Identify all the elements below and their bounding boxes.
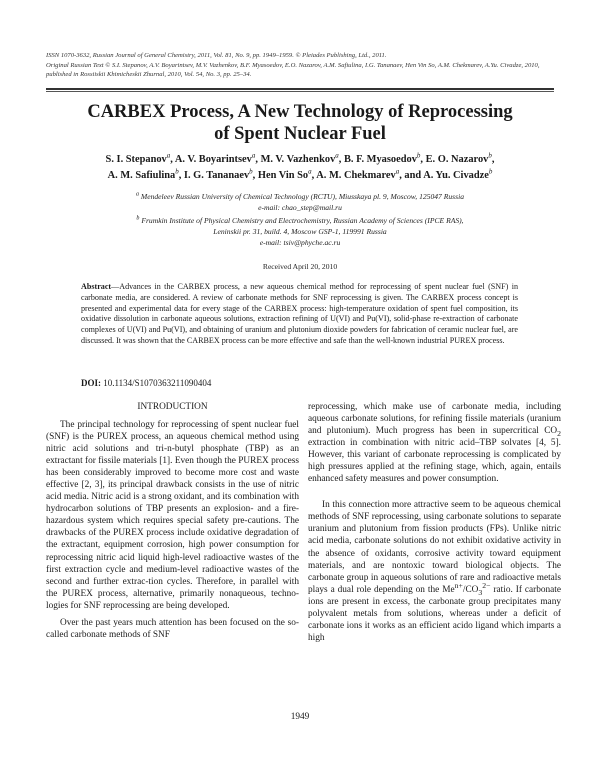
author: B. F. Myasoedov$^b$	[343, 151, 421, 165]
affiliation-b	[50, 215, 550, 248]
author: M. V. Vazhenkov$^a$	[260, 151, 339, 165]
header-rule-thin	[46, 91, 554, 92]
paragraph: In this connection more attractive seem to be aqueous chemical methods of SNF reprocessing, using carbonate solutions to separate uranium and plutonium from fission products (FPs). Unlike nitric acid media, carbonate solutions do not exhibit oxidative activity in the absence of oxidants, corrosive activity toward equipment materials, and are nontoxic toward biological objects. The carbonate group in aqueous solutions of rare and radioactive metals plays a dual role depending on the $Me^{n+}/CO_3^{2-}$ ratio. If carbonate ions are present in excess, the carbonate group precipitates many polyvalent metals from solutions, whereas under a deficit of carbonate ions it works as an efficient acido ligand which imparts a high	[308, 500, 562, 643]
abstract	[81, 282, 518, 347]
title-line-2: of Spent Nuclear Fuel	[214, 124, 386, 144]
abstract-text: —Advances in the CARBEX process, a new aqueous chemical method for reprocessing of spent nuclear fuel (SNF) in carbonate media, are considered. A review of carbonate methods for SNF reprocessing is given. The CARBEX process concept is presented and experimental data for every stage of the CARBEX process: high-temperature oxidation of spent fuel composition, its oxidative dissolution in carbonate aqueous solutions, extraction refining of U(VI) and Pu(VI), solid-phase re-extraction of carbonate complexes of U(VI) and Pu(VI), and obtaining of uranium and plutonium dioxide powders for fabrication of ceramic nuclear fuel, are discussed. It was shown that the CARBEX process can be more effective and safe than the well-known industrial PUREX process.	[81, 282, 518, 345]
section-heading-introduction: INTRODUCTION	[137, 402, 208, 412]
affiliation-email[interactable]: e-mail: chao_step@mail.ru	[258, 203, 342, 212]
affiliation-a	[50, 191, 550, 213]
affiliation-address: Leninskii pr. 31, build. 4, Moscow GSP-1, 119991 Russia	[213, 227, 387, 236]
issn-line: ISSN 1070-3632, Russian Journal of General Chemistry, 2011, Vol. 81, No. 9, pp. 1949–1959. © Pleiades Publishing, Ltd., 2011.	[46, 52, 387, 59]
page-number: 1949	[290, 712, 310, 722]
author: E. O. Nazarov$^b$	[425, 151, 492, 165]
journal-header	[46, 51, 556, 79]
author: A. V. Boyarintsev$^a$	[174, 151, 256, 165]
original-text-line: Original Russian Text © S.I. Stepanov, A.V. Boyarintsev, M.V. Vazhenkov, B.F. Myasoedov, E.O. Nazarov, A.M. Safiulina, I.G. Tananaev, Hen Vin So, A.M. Chekmarev, A.Yu. Civadze, 2010, published in Rossiiskii Khimicheskii Zhurnal, 2010, Vol. 54, No. 3, pp. 25–34.	[46, 62, 540, 78]
author: A. M. Chekmarev$^a$	[316, 167, 400, 181]
left-column	[46, 401, 299, 641]
author: I. G. Tananaev$^b$	[183, 167, 253, 181]
received-date: Received April 20, 2010	[262, 262, 338, 271]
author: S. I. Stepanov$^a$	[105, 151, 171, 165]
header-rule-thick	[46, 88, 554, 90]
affiliation-text: Mendeleev Russian University of Chemical Technology (RCTU), Miusskaya pl. 9, Moscow, 125047 Russia	[140, 192, 464, 201]
paragraph: reprocessing, which make use of carbonate media, including aqueous carbonate solutions, for refining fissile materials (uranium and plutonium). Much progress has been in supercritical $CO_2$ extraction in combination with nitric acid–TBP solvates [4, 5]. However, this variant of carbonate reprocessing is complicated by high pressures applied at the refining stage, which, again, entails enhanced safety measures and power consumption.	[308, 402, 561, 485]
abstract-label: Abstract	[81, 282, 112, 291]
author: Hen Vin So$^a$	[257, 167, 312, 181]
author-list: S. I. Stepanov$^a$, A. V. Boyarintsev$^a$, M. V. Vazhenkov$^a$, B. F. Myasoedov$^b$, E. O. Nazarov$^b$, A. M. Safiulina$^b$, I. G. Tananaev$^b$, Hen Vin So$^a$, A. M. Chekmarev$^a$, and A. Yu. Civadze$^b$	[105, 151, 495, 181]
doi-label: DOI:	[81, 378, 101, 388]
affiliation-email[interactable]: e-mail: tsiv@phyche.ac.ru	[259, 238, 341, 247]
doi-value[interactable]: 10.1134/S1070363211090404	[103, 378, 212, 388]
right-column	[308, 401, 561, 644]
title-line-1: CARBEX Process, A New Technology of Reprocessing	[87, 102, 513, 122]
affiliation-mark: a	[135, 191, 139, 198]
paper-title	[40, 101, 560, 145]
author: A. M. Safiulina$^b$	[107, 167, 179, 181]
affiliation-mark: b	[136, 215, 140, 222]
author-conjunction: and	[404, 170, 422, 181]
affiliation-text: Frumkin Institute of Physical Chemistry and Electrochemistry, Russian Academy of Sciences (IPCE RAS),	[141, 216, 464, 225]
paragraph: The principal technology for reprocessing of spent nuclear fuel (SNF) is the PUREX process, an aqueous chemical method using nitric acid solutions and tri-n-butyl phosphate (TBP) as an extractant for fissile materials [1]. Even though the PUREX process has been considerably improved to become more cost and waste effective [2, 3], its principal drawback consists in the use of nitric acid media. Nitric acid is a strong oxidant, and its combination with hydrocarbon solutions of TBP presents an explosion- and a fire-hazardous system which requires special safety pre-cautions. The drawbacks of the PUREX process include oxidative degradation of the extractant, equipment corrosion, high power consumption for reprocessing nitric acid liquid high-level radioactive wastes of the first extraction cycle and medium-level radioactive wastes of the second and further extrac-tion cycles. Therefore, in parallel with the PUREX process, alternative, primarily nonaqueous, techno-logies for SNF reprocessing are being developed.	[46, 420, 299, 611]
paragraph: Over the past years much attention has been focused on the so-called carbonate methods of SNF	[46, 617, 299, 640]
author: A. Yu. Civadze$^b$	[423, 167, 493, 181]
doi	[81, 378, 211, 388]
